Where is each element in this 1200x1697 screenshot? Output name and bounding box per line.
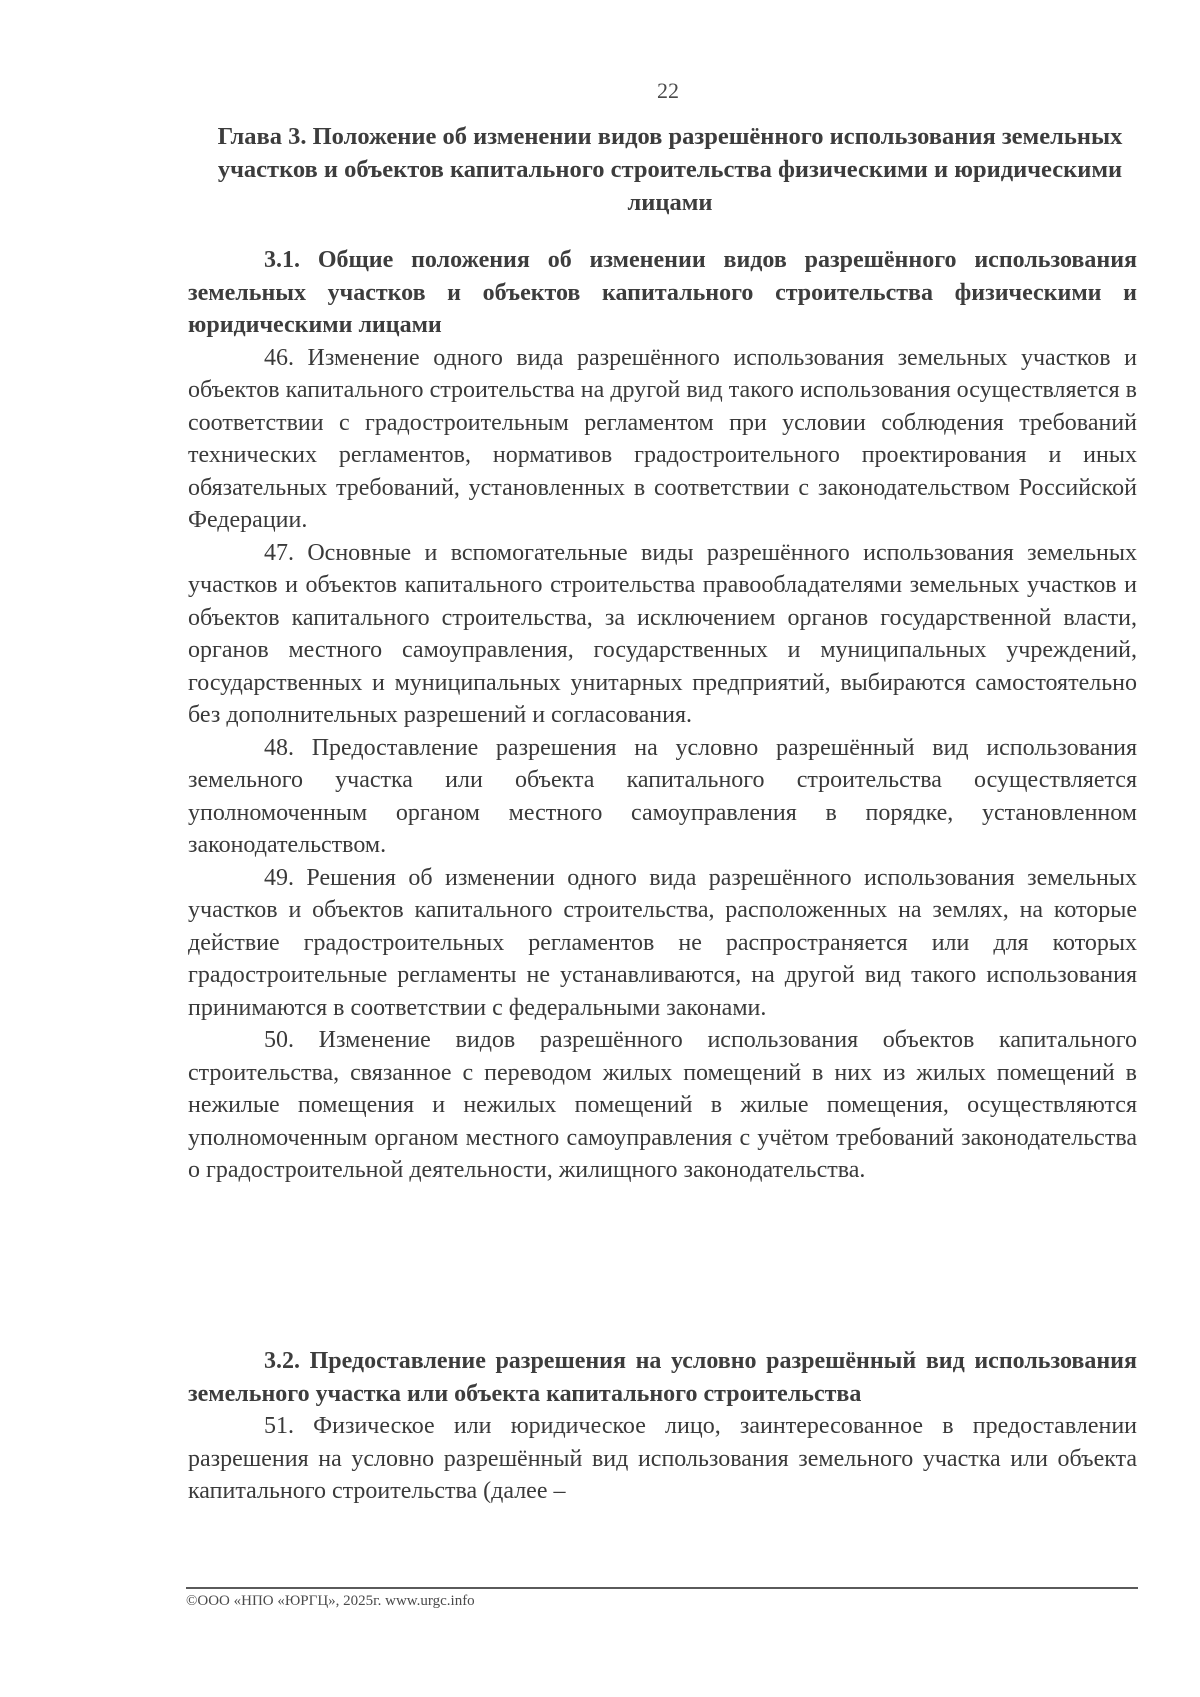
- paragraph-50: 50. Изменение видов разрешённого использования объектов капитального строительства, связанное с переводом жилых помещений в них из жилых помещений в нежилые помещения и нежилых помещений в жилые помещения, осуществляются уполномоченным органом местного самоуправления с учётом требований законодательства о градостроительной деятельности, жилищного законодательства.: [188, 1027, 1137, 1183]
- section-title: 3.2. Предоставление разрешения на условно разрешённый вид использования земельного участка или объекта капитального строительства: [188, 1348, 1137, 1407]
- paragraph-49: 49. Решения об изменении одного вида разрешённого использования земельных участков и объектов капитального строительства, расположенных на землях, на которые действие градостроительных регламентов не распространяется или для которых градостроительные регламенты не устанавливаются, на другой вид такого использования принимаются в соответствии с федеральными законами.: [188, 864, 1137, 1021]
- page-number: 22: [657, 78, 679, 103]
- paragraph-47: 47. Основные и вспомогательные виды разрешённого использования земельных участков и объектов капитального строительства правообладателями земельных участков и объектов капитального строительства, за исключением органов государственной власти, органов местного самоуправления, государственных и муниципальных учреждений, государственных и муниципальных унитарных предприятий, выбираются самостоятельно без дополнительных разрешений и согласования.: [188, 539, 1137, 728]
- paragraph-51: 51. Физическое или юридическое лицо, заинтересованное в предоставлении разрешения на условно разрешённый вид использования земельного участка или объекта капитального строительства (далее –: [188, 1413, 1137, 1504]
- footer-divider: [186, 1587, 1138, 1589]
- chapter-title: Глава 3. Положение об изменении видов разрешённого использования земельных участков и объектов капитального строительства физическими и юридическими лицами: [217, 123, 1123, 216]
- paragraph-48: 48. Предоставление разрешения на условно разрешённый вид использования земельного участка или объекта капитального строительства осуществляется уполномоченным органом местного самоуправления в порядке, установленном законодательством.: [188, 734, 1137, 858]
- section-title: 3.1. Общие положения об изменении видов разрешённого использования земельных участков и объектов капитального строительства физическими и юридическими лицами: [188, 247, 1137, 338]
- section-3-1: [188, 244, 1137, 1187]
- section-3-2: [188, 1345, 1137, 1508]
- paragraph-46: 46. Изменение одного вида разрешённого использования земельных участков и объектов капитального строительства на другой вид такого использования осуществляется в соответствии с градостроительным регламентом при условии соблюдения требований технических регламентов, нормативов градостроительного проектирования и иных обязательных требований, установленных в соответствии с законодательством Российской Федерации.: [188, 344, 1137, 533]
- footer-copyright: ©ООО «НПО «ЮРГЦ», 2025г. www.urgc.info: [186, 1593, 475, 1609]
